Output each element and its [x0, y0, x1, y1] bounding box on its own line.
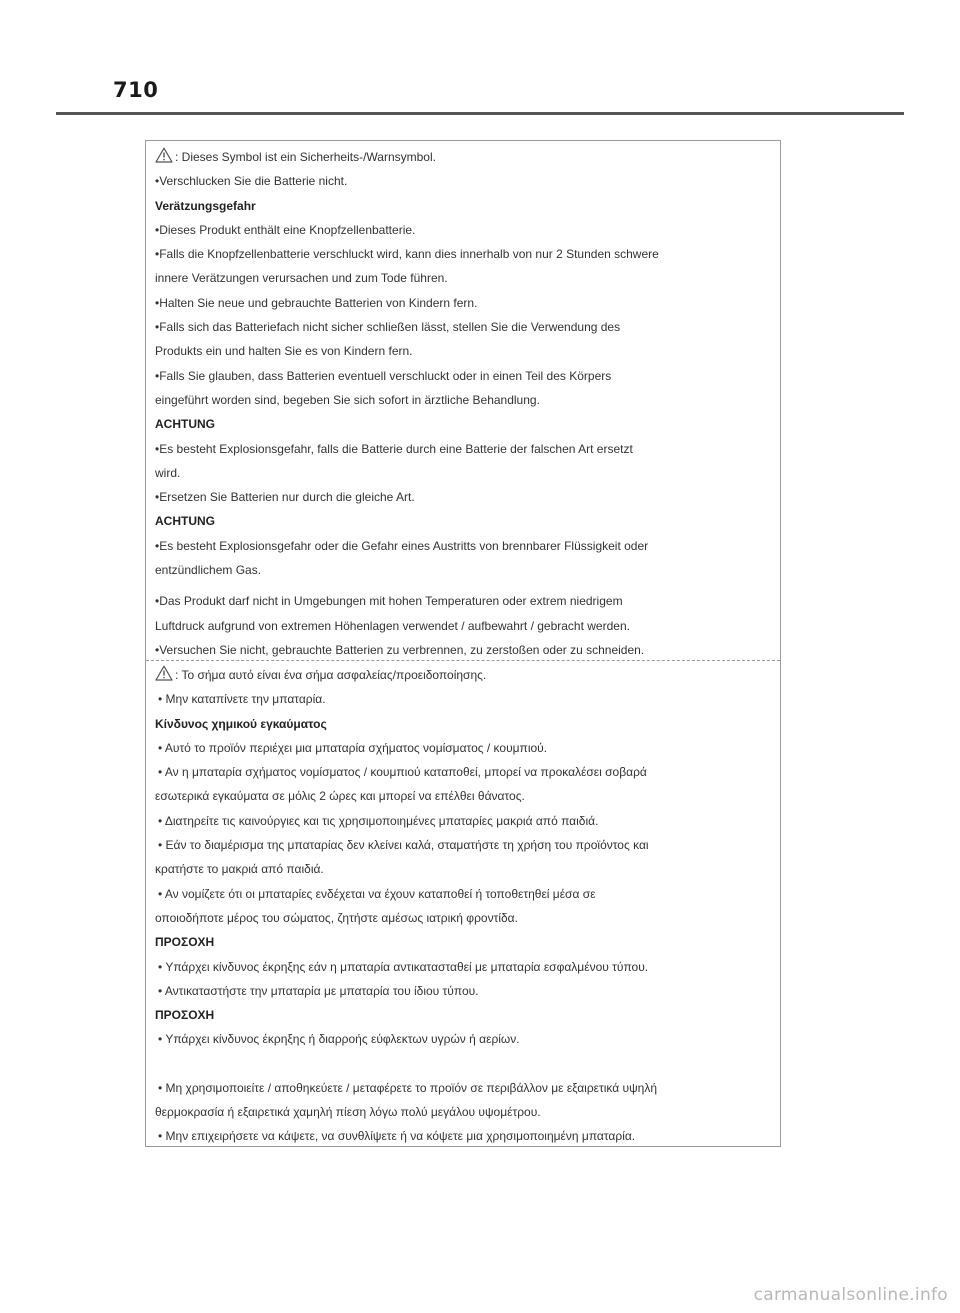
german-text-line: •Das Produkt darf nicht in Umgebungen mit hohen Temperaturen oder extrem niedrigem — [155, 594, 623, 609]
german-text-line: •Falls sich das Batteriefach nicht sicher schließen lässt, stellen Sie die Verwendung des — [155, 320, 621, 335]
greek-text-line: • Μην επιχειρήσετε να κάψετε, να συνθλίψετε ή να κόψετε μια χρησιμοποιημένη μπαταρία. — [158, 1129, 636, 1144]
german-text-line: •Halten Sie neue und gebrauchte Batterien von Kindern fern. — [155, 295, 478, 310]
greek-text-line: θερμοκρασία ή εξαιρετικά χαμηλή πίεση λόγω πολύ μεγάλου υψομέτρου. — [155, 1105, 541, 1120]
german-text-line: Luftdruck aufgrund von extremen Höhenlagen verwendet / aufbewahrt / gebracht werden. — [155, 618, 630, 633]
greek-heading: ΠΡΟΣΟΧΗ — [155, 935, 215, 950]
german-heading: ACHTUNG — [155, 417, 215, 432]
german-text-line: •Falls Sie glauben, dass Batterien eventuell verschluckt oder in einen Teil des Körpers — [155, 368, 612, 383]
german-text-line: •Versuchen Sie nicht, gebrauchte Batterien zu verbrennen, zu zerstoßen oder zu schneiden. — [155, 642, 645, 657]
german-text-line: eingeführt worden sind, begeben Sie sich sofort in ärztliche Behandlung. — [155, 392, 540, 407]
greek-text-line: • Αυτό το προϊόν περιέχει μια μπαταρία σχήματος νομίσματος / κουμπιού. — [158, 740, 548, 755]
warning-triangle-icon — [155, 665, 173, 681]
greek-text-line: • Αντικαταστήστε την μπαταρία με μπαταρία του ίδιου τύπου. — [158, 983, 479, 998]
german-text-line: •Es besteht Explosionsgefahr, falls die Batterie durch eine Batterie der falschen Art ersetzt — [155, 441, 633, 456]
greek-section — [155, 663, 772, 1149]
warning-triangle-icon — [155, 147, 173, 163]
german-text-line: •Es besteht Explosionsgefahr oder die Gefahr eines Austritts von brennbarer Flüssigkeit oder — [155, 538, 649, 553]
header-rule — [56, 112, 904, 115]
greek-text-line: • Υπάρχει κίνδυνος έκρηξης εάν η μπαταρία αντικατασταθεί με μπαταρία εσφαλμένου τύπου. — [158, 959, 649, 974]
german-text-line: Produkts ein und halten Sie es von Kindern fern. — [155, 344, 413, 359]
greek-text-line: • Αν η μπαταρία σχήματος νομίσματος / κουμπιού καταποθεί, μπορεί να προκαλέσει σοβαρά — [158, 765, 647, 780]
greek-text-line: • Εάν το διαμέρισμα της μπαταρίας δεν κλείνει καλά, σταματήστε τη χρήση του προϊόντος και — [158, 838, 649, 853]
greek-heading: ΠΡΟΣΟΧΗ — [155, 1008, 215, 1023]
greek-text-line: κρατήστε το μακριά από παιδιά. — [155, 862, 324, 877]
greek-text-line: • Διατηρείτε τις καινούργιες και τις χρησιμοποιημένες μπαταρίες μακριά από παιδιά. — [158, 813, 599, 828]
greek-symbol-text: : Το σήμα αυτό είναι ένα σήμα ασφαλείας/προειδοποίησης. — [175, 668, 487, 682]
german-symbol-line — [155, 145, 772, 169]
section-divider — [146, 660, 780, 661]
german-heading: ACHTUNG — [155, 514, 215, 529]
greek-symbol-line — [155, 663, 772, 687]
german-text-line: innere Verätzungen verursachen und zum Tode führen. — [155, 271, 448, 286]
german-text-line: entzündlichem Gas. — [155, 563, 262, 578]
german-text-line: •Verschlucken Sie die Batterie nicht. — [155, 174, 348, 189]
german-text-line: •Ersetzen Sie Batterien nur durch die gleiche Art. — [155, 490, 415, 505]
greek-text-line: • Μη χρησιμοποιείτε / αποθηκεύετε / μεταφέρετε το προϊόν σε περιβάλλον με εξαιρετικά υψηλή — [158, 1080, 657, 1095]
german-text-line: wird. — [155, 465, 181, 480]
greek-text-line: • Υπάρχει κίνδυνος έκρηξης ή διαρροής εύφλεκτων υγρών ή αερίων. — [158, 1032, 520, 1047]
page-number: 710 — [113, 78, 159, 102]
greek-text-line: • Αν νομίζετε ότι οι μπαταρίες ενδέχεται να έχουν καταποθεί ή τοποθετηθεί μέσα σε — [158, 886, 596, 901]
german-heading: Verätzungsgefahr — [155, 198, 256, 213]
greek-heading: Κίνδυνος χημικού εγκαύματος — [155, 716, 327, 731]
german-text-line: •Falls die Knopfzellenbatterie verschluckt wird, kann dies innerhalb von nur 2 Stunden schwere — [155, 247, 659, 262]
greek-text-line: οποιοδήποτε μέρος του σώματος, ζητήστε αμέσως ιατρική φροντίδα. — [155, 910, 518, 925]
german-section — [155, 145, 772, 662]
safety-notice-box — [145, 140, 781, 1147]
watermark: carmanualsonline.info — [753, 1285, 948, 1305]
german-text-line: •Dieses Produkt enthält eine Knopfzellenbatterie. — [155, 222, 416, 237]
german-symbol-text: : Dieses Symbol ist ein Sicherheits-/Warnsymbol. — [175, 150, 436, 164]
greek-text-line: εσωτερικά εγκαύματα σε μόλις 2 ώρες και μπορεί να επέλθει θάνατος. — [155, 789, 525, 804]
greek-text-line: • Μην καταπίνετε την μπαταρία. — [158, 692, 326, 707]
